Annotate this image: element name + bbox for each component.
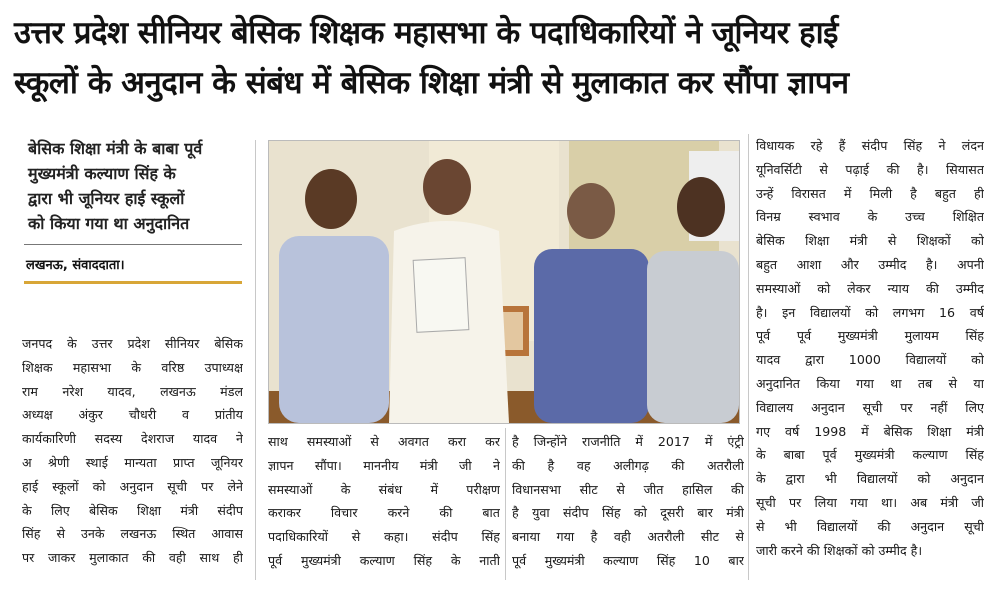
text-line: बहुत आशा और उम्मीद है। अपनी (756, 256, 984, 272)
text-line: है। इन विद्यालयों को लगभग 16 वर्ष (756, 304, 984, 320)
text-line: के बाबा पूर्व मुख्यमंत्री कल्याण सिंह (756, 447, 984, 463)
headline (14, 8, 986, 108)
text-line: जनपद के उत्तर प्रदेश सीनियर बेसिक (22, 336, 243, 351)
text-line: विद्यालय अनुदान सूची पर नहीं लिए (756, 399, 984, 415)
divider-rule (24, 244, 242, 245)
text-line: अध्यक्ष अंकुर चौधरी व प्रांतीय (22, 407, 243, 423)
text-line: पूर्व पूर्व मुख्यमंत्री मुलायम सिंह (756, 328, 984, 344)
text-line: पूर्व मुख्यमंत्री कल्याण सिंह के नाती (268, 552, 500, 568)
text-line: है जिन्होंने राजनीति में 2017 में एंट्री (512, 434, 744, 449)
dateline: लखनऊ, संवाददाता। (26, 258, 125, 273)
column-divider (505, 428, 506, 580)
text-line: पदाधिकारियों से कहा। संदीप सिंह (268, 529, 500, 545)
text-line: सूची पर लिया गया था। अब मंत्री जी (756, 494, 984, 510)
text-line: जारी करने की शिक्षकों को उम्मीद है। (756, 542, 923, 558)
text-line: समस्याओं के संबंध में परीक्षण (268, 481, 500, 497)
text-line: ज्ञापन सौंपा। माननीय मंत्री जी ने (268, 457, 500, 473)
text-line: कराकर विचार करने की बात (268, 505, 500, 521)
text-line: बेसिक शिक्षा मंत्री से शिक्षकों को (756, 233, 984, 249)
text-line: से भी विद्यालयों की अनुदान सूची (756, 518, 984, 534)
headline-line-1: उत्तर प्रदेश सीनियर बेसिक शिक्षक महासभा के पदाधिकारियों ने जूनियर हाई (14, 15, 838, 51)
text-line: विनम्र स्वभाव के उच्च शिक्षित (756, 209, 984, 225)
article-column-4 (756, 134, 984, 562)
text-line: पर जाकर मुलाकात की वही साथ ही (22, 550, 243, 566)
text-line: हाई स्कूलों को अनुदान सूची पर लेने (22, 478, 243, 494)
article-column-1 (22, 332, 243, 570)
text-line: यादव द्वारा 1000 विद्यालयों को (756, 352, 984, 368)
subheadline-line: द्वारा भी जूनियर हाई स्कूलों (28, 189, 185, 208)
subheadline (18, 136, 242, 236)
subheadline-line: मुख्यमंत्री कल्याण सिंह के (28, 164, 176, 183)
text-line: उन्हें विरासत में मिली है बहुत ही (756, 185, 984, 201)
text-line: बनाया गया है वही अतरौली सीट से (512, 529, 744, 545)
text-line: गए वर्ष 1998 में बेसिक शिक्षा मंत्री (756, 423, 984, 439)
text-line: शिक्षक महासभा के वरिष्ठ उपाध्यक्ष (22, 359, 243, 375)
text-line: के लिए बेसिक शिक्षा मंत्री संदीप (22, 502, 243, 518)
column-divider (748, 134, 749, 580)
text-line: की है वह अलीगढ़ की अतरौली (512, 457, 744, 473)
subheadline-line: बेसिक शिक्षा मंत्री के बाबा पूर्व (28, 139, 203, 158)
text-line: यूनिवर्सिटी से पढ़ाई की है। सियासत (756, 161, 984, 177)
text-line: है युवा संदीप सिंह को दूसरी बार मंत्री (512, 505, 744, 521)
text-line: पूर्व मुख्यमंत्री कल्याण सिंह 10 बार (512, 552, 744, 568)
news-photo (268, 140, 740, 424)
dateline-underline (24, 281, 242, 284)
article-column-2 (268, 430, 500, 573)
text-line: के द्वारा भी विद्यालयों को अनुदान (756, 471, 984, 487)
left-column-header (18, 136, 242, 294)
text-line: राम नरेश यादव, लखनऊ मंडल (22, 383, 243, 399)
text-line: समस्याओं को लेकर न्याय की उम्मीद (756, 280, 984, 296)
column-divider (255, 140, 256, 580)
text-line: सिंह से उनके लखनऊ स्थित आवास (22, 526, 243, 542)
headline-line-2: स्कूलों के अनुदान के संबंध में बेसिक शिक्षा मंत्री से मुलाकात कर सौंपा ज्ञापन (14, 65, 849, 101)
photo-illustration (269, 141, 739, 423)
subheadline-line: को किया गया था अनुदानित (28, 214, 190, 233)
text-line: विधायक रहे हैं संदीप सिंह ने लंदन (756, 138, 984, 153)
text-line: साथ समस्याओं से अवगत करा कर (268, 434, 500, 449)
article-column-3 (512, 430, 744, 573)
text-line: अ श्रेणी स्थाई मान्यता प्राप्त जूनियर (22, 454, 243, 470)
text-line: कार्यकारिणी सदस्य देशराज यादव ने (22, 431, 243, 447)
text-line: अनुदानित किया गया था तब से या (756, 375, 984, 391)
text-line: विधानसभा सीट से जीत हासिल की (512, 481, 744, 497)
